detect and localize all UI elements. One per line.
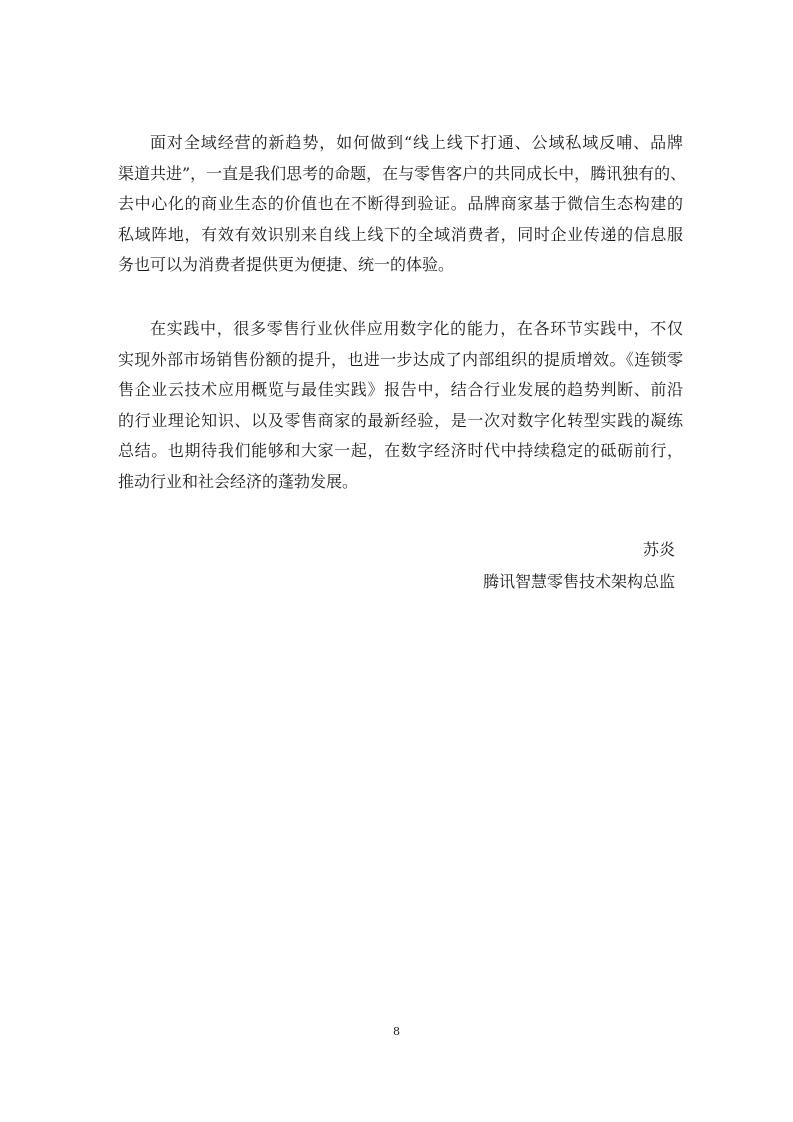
- signature-title: 腾讯智慧零售技术架构总监: [482, 572, 675, 591]
- paragraph-line: 在实践中，很多零售行业伙伴应用数字化的能力，在各环节实践中，不仅: [150, 319, 683, 338]
- page-number: 8: [393, 1025, 400, 1038]
- paragraph-line: 务也可以为消费者提供更为便捷、统一的体验。: [118, 255, 455, 274]
- paragraph-line: 总结。也期待我们能够和大家一起，在数字经济时代中持续稳定的砥砺前行，: [118, 441, 683, 460]
- paragraph-1: [118, 128, 687, 281]
- paragraph-line: 推动行业和社会经济的蓬勃发展。: [118, 471, 359, 491]
- paragraph-2: [118, 314, 683, 497]
- paragraph-line: 售企业云技术应用概览与最佳实践》报告中，结合行业发展的趋势判断、前沿: [118, 380, 683, 399]
- signature-name: 苏炎: [642, 540, 675, 559]
- paragraph-line: 面对全域经营的新趋势，如何做到“线上线下打通、公域私域反哺、品牌: [150, 133, 683, 152]
- paragraph-line: 渠道共进”，一直是我们思考的命题，在与零售客户的共同成长中，腾讯独有的、: [118, 163, 687, 183]
- paragraph-line: 去中心化的商业生态的价值也在不断得到验证。品牌商家基于微信生态构建的: [118, 194, 683, 213]
- paragraph-line: 的行业理论知识、以及零售商家的最新经验，是一次对数字化转型实践的凝练: [118, 410, 683, 430]
- paragraph-line: 私域阵地，有效有效识别来自线上线下的全域消费者，同时企业传递的信息服: [118, 224, 683, 244]
- paragraph-line: 实现外部市场销售份额的提升，也进一步达成了内部组织的提质增效。《连锁零: [118, 349, 683, 369]
